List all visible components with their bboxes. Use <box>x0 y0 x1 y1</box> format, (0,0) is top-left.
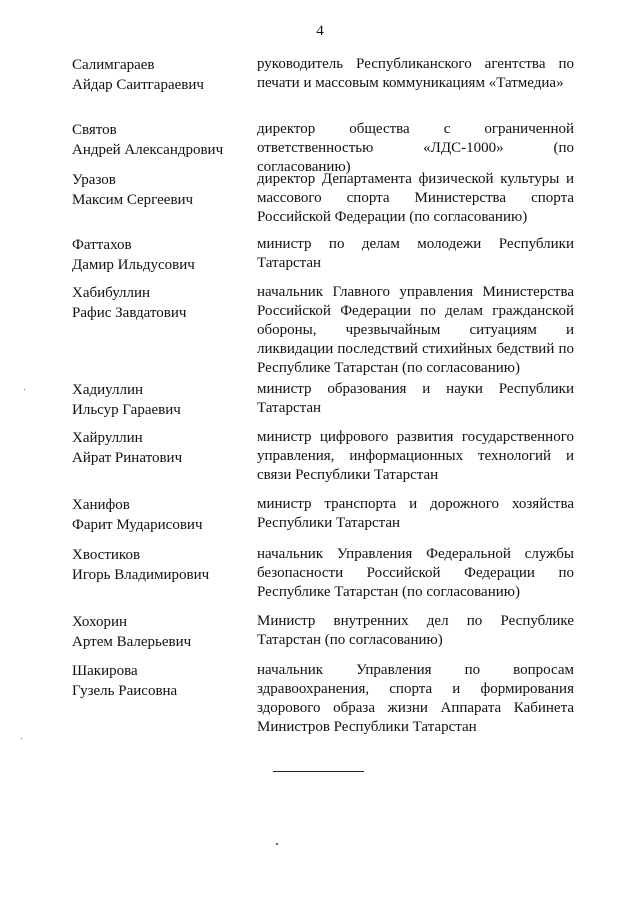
scan-speck <box>276 843 278 845</box>
member-given-name: Дамир Ильдусович <box>72 257 195 273</box>
member-given-name: Игорь Владимирович <box>72 567 210 583</box>
member-surname: Хвостиков <box>72 547 141 563</box>
member-surname: Хабибуллин <box>72 285 151 301</box>
member-given-name: Рафис Завдатович <box>72 305 187 321</box>
member-name <box>72 612 242 652</box>
member-name <box>72 55 242 95</box>
member-position: начальник Управления по вопросам здравоохранения, спорта и формирования здорового образа жизни Аппарата Кабинета Министров Республики Татарстан <box>257 662 574 735</box>
member-surname: Шакирова <box>72 663 138 679</box>
member-name <box>72 283 242 323</box>
member-name <box>72 380 242 420</box>
member-surname: Салимгараев <box>72 57 155 73</box>
member-surname: Ханифов <box>72 497 130 513</box>
member-position: министр по делам молодежи Республики Татарстан <box>257 236 574 271</box>
member-name <box>72 428 242 468</box>
member-name <box>72 235 242 275</box>
member-given-name: Фарит Мударисович <box>72 517 203 533</box>
member-given-name: Андрей Александрович <box>72 142 224 158</box>
member-name <box>72 661 242 701</box>
member-name <box>72 120 242 160</box>
member-position: директор общества с ограниченной ответственностью «ЛДС-1000» (по согласованию) <box>257 121 574 175</box>
member-given-name: Айдар Саитгараевич <box>72 77 204 93</box>
scan-speck <box>24 389 25 390</box>
member-position: министр цифрового развития государственного управления, информационных технологий и связи Республики Татарстан <box>257 429 574 483</box>
member-position: министр образования и науки Республики Татарстан <box>257 381 574 416</box>
member-position: руководитель Республиканского агентства по печати и массовым коммуникациям «Татмедиа» <box>257 56 574 91</box>
member-surname: Фаттахов <box>72 237 132 253</box>
member-position: Министр внутренних дел по Республике Татарстан (по согласованию) <box>257 613 574 648</box>
member-position: директор Департамента физической культуры и массового спорта Министерства спорта Российской Федерации (по согласованию) <box>257 171 574 225</box>
member-surname: Хадиуллин <box>72 382 144 398</box>
scan-speck <box>21 738 22 739</box>
member-given-name: Артем Валерьевич <box>72 634 192 650</box>
member-position: начальник Главного управления Министерства Российской Федерации по делам гражданской обороны, чрезвычайным ситуациям и ликвидации последствий стихийных бедствий по Республике Татарстан (по согласованию) <box>257 284 574 376</box>
member-position: начальник Управления Федеральной службы безопасности Российской Федерации по Республике Татарстан (по согласованию) <box>257 546 574 600</box>
member-name <box>72 545 242 585</box>
member-given-name: Айрат Ринатович <box>72 450 183 466</box>
member-surname: Уразов <box>72 172 116 188</box>
member-position: министр транспорта и дорожного хозяйства Республики Татарстан <box>257 496 574 531</box>
end-of-list-divider <box>273 771 364 772</box>
member-surname: Хайруллин <box>72 430 143 446</box>
member-given-name: Гузель Раисовна <box>72 683 178 699</box>
page-number: 4 <box>316 23 324 39</box>
member-surname: Хохорин <box>72 614 127 630</box>
member-name <box>72 495 242 535</box>
member-surname: Святов <box>72 122 117 138</box>
member-given-name: Максим Сергеевич <box>72 192 194 208</box>
member-given-name: Ильсур Гараевич <box>72 402 181 418</box>
member-name <box>72 170 242 210</box>
